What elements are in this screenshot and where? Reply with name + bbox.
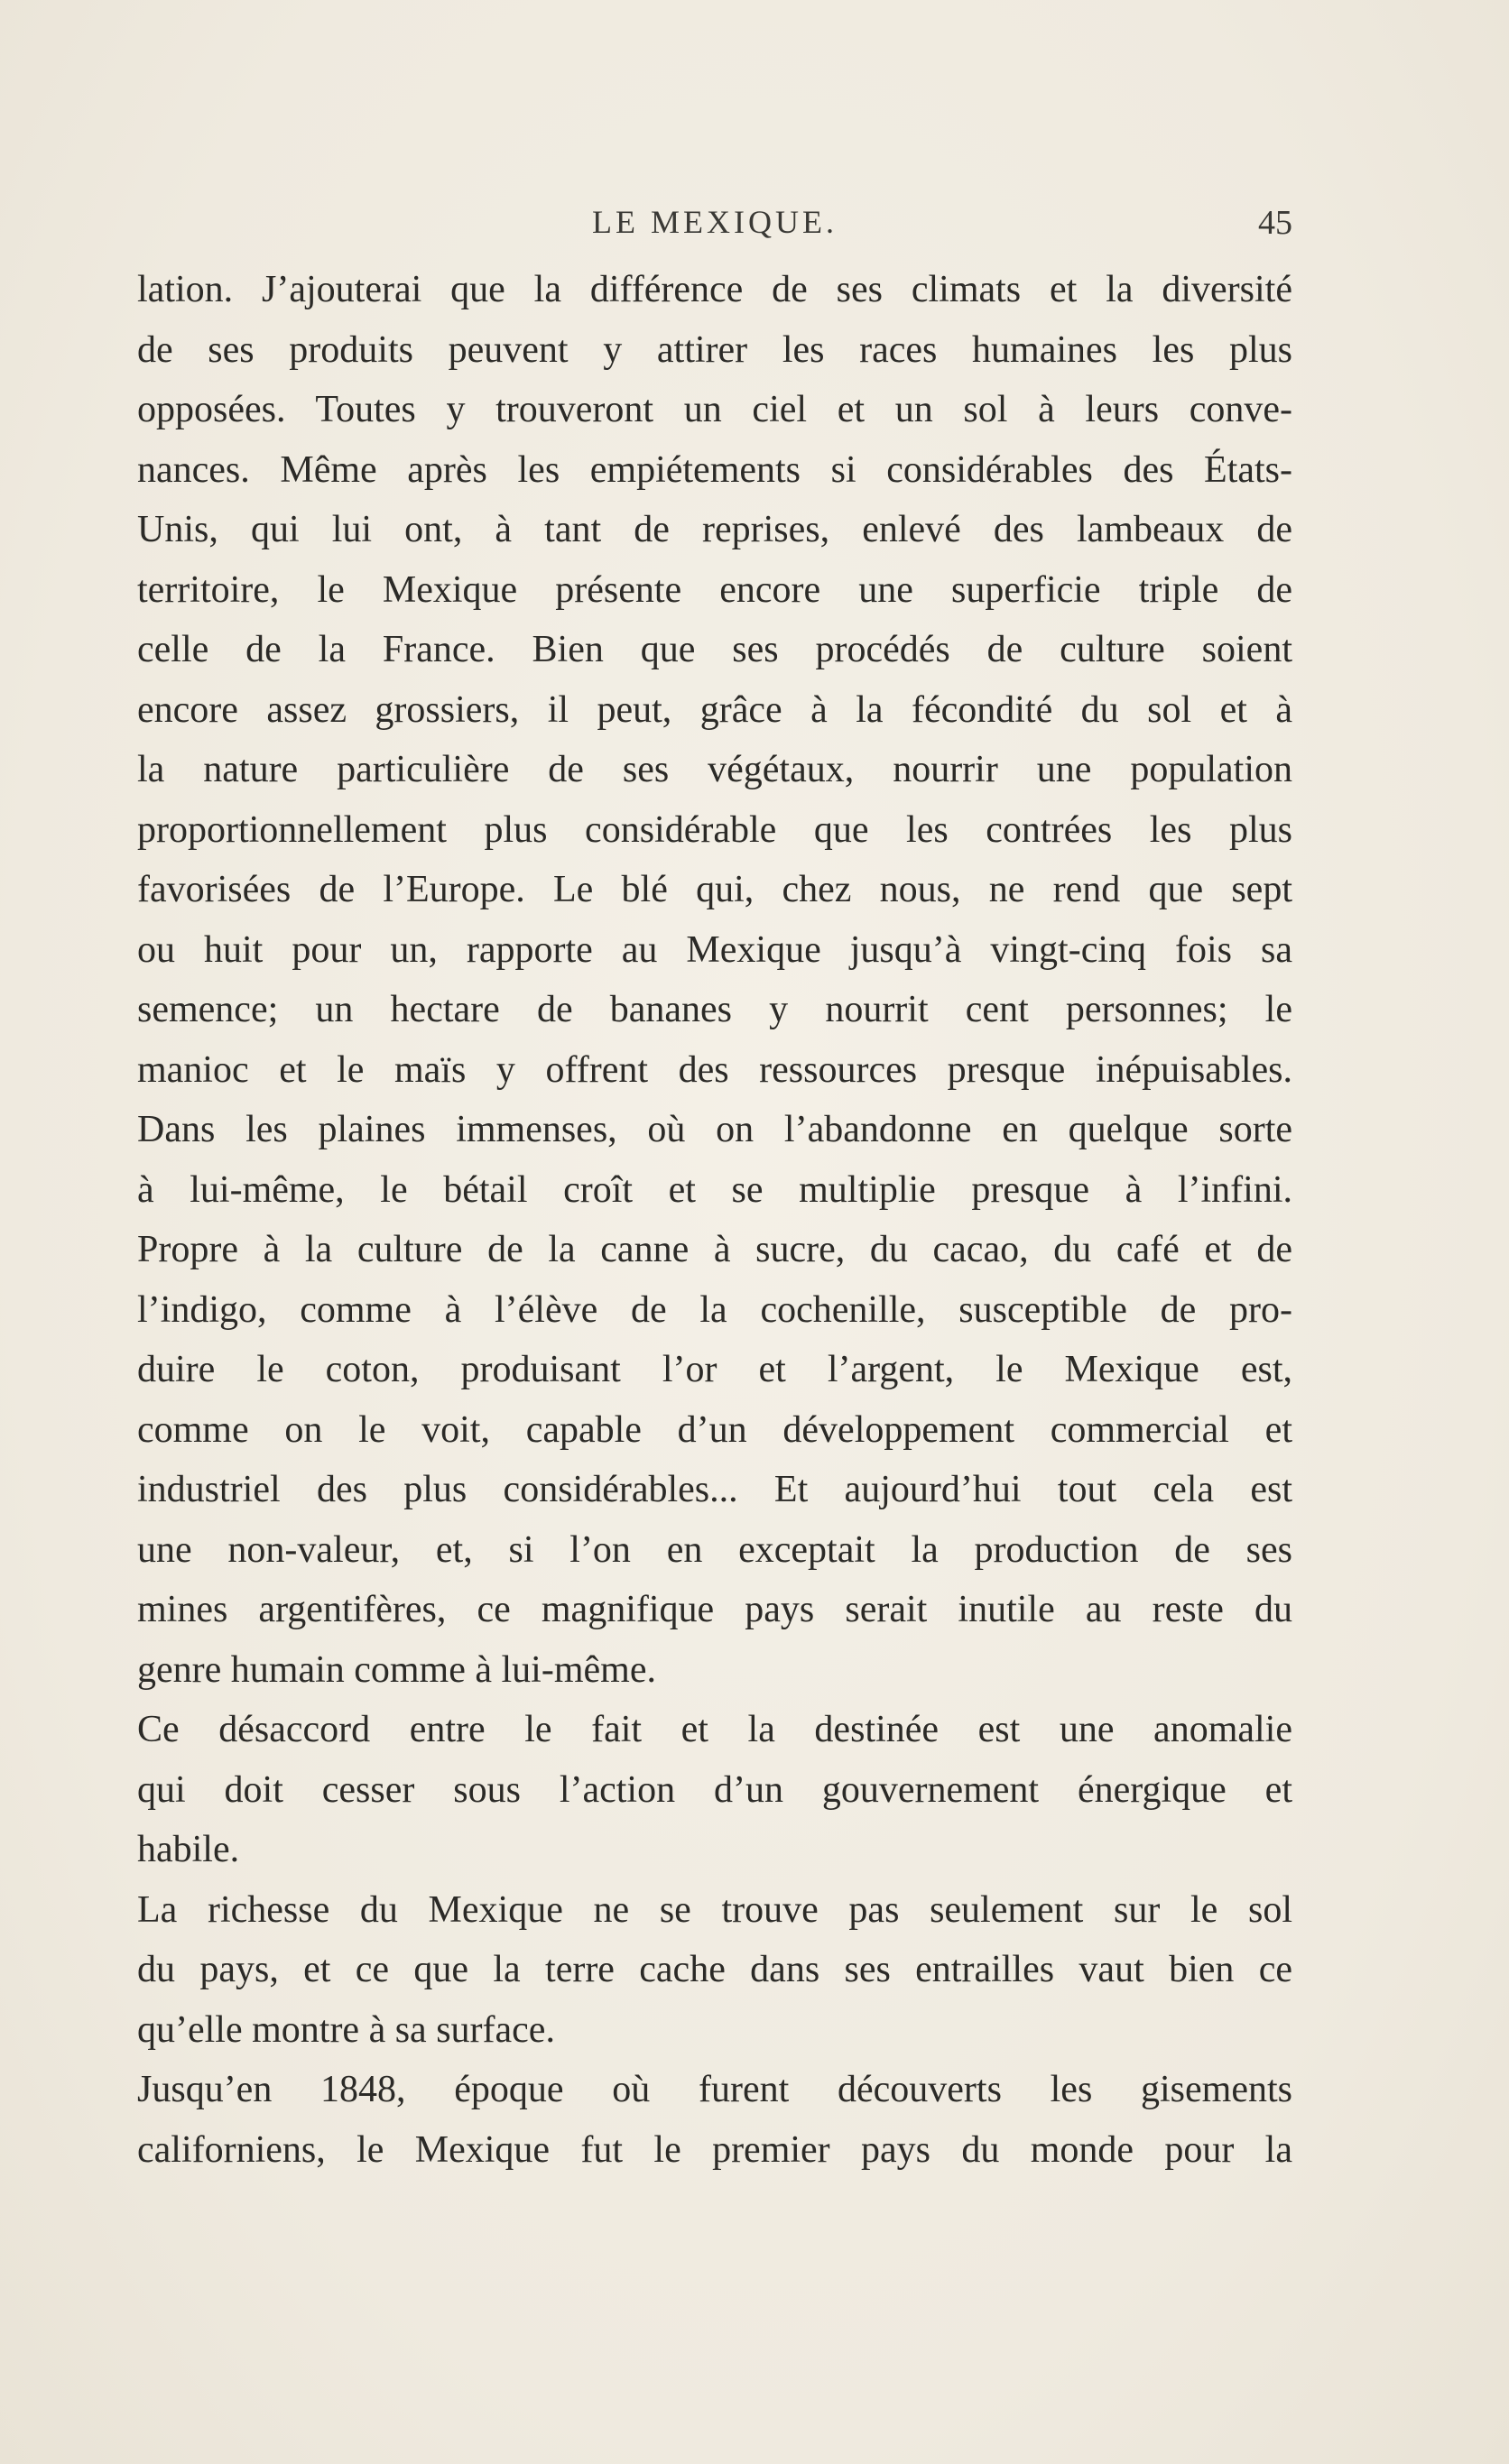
text-line: genre humain comme à lui-même.	[137, 1648, 656, 1691]
text-line: favorisées de l’Europe. Le blé qui, chez nous, ne rend que sept	[137, 869, 1292, 910]
text-line: californiens, le Mexique fut le premier pays du monde pour la	[137, 2128, 1292, 2171]
text-line: proportionnellement plus considérable que les contrées les plus	[137, 808, 1292, 851]
text-line: semence; un hectare de bananes y nourrit cent personnes; le	[137, 989, 1292, 1030]
text-line: du pays, et ce que la terre cache dans ses entrailles vaut bien ce	[137, 1949, 1292, 1990]
text-line: nances. Même après les empiétements si considérables des États-	[137, 448, 1292, 491]
text-line: une non-valeur, et, si l’on en exceptait la production de ses	[137, 1528, 1292, 1571]
text-line: habile.	[137, 1829, 240, 1870]
running-title: LE MEXIQUE.	[592, 204, 838, 240]
text-line: l’indigo, comme à l’élève de la cochenille, susceptible de pro-	[137, 1288, 1292, 1331]
page-header	[137, 203, 1292, 257]
text-line: encore assez grossiers, il peut, grâce à la fécondité du sol et à	[137, 688, 1292, 731]
text-line: territoire, le Mexique présente encore une superficie triple de	[137, 568, 1292, 611]
text-line: Ce désaccord entre le fait et la destinée est une anomalie	[137, 1709, 1292, 1750]
text-line: Jusqu’en 1848, époque où furent découverts les gisements	[137, 2069, 1292, 2110]
text-line: industriel des plus considérables... Et aujourd’hui tout cela est	[137, 1469, 1292, 1510]
text-line: ou huit pour un, rapporte au Mexique jusqu’à vingt-cinq fois sa	[137, 928, 1292, 971]
text-line: qu’elle montre à sa surface.	[137, 2008, 555, 2051]
text-line: mines argentifères, ce magnifique pays serait inutile au reste du	[137, 1589, 1292, 1630]
text-line: manioc et le maïs y offrent des ressources presque inépuisables.	[137, 1048, 1292, 1091]
text-line: Propre à la culture de la canne à sucre, du cacao, du café et de	[137, 1229, 1292, 1270]
text-line: La richesse du Mexique ne se trouve pas seulement sur le sol	[137, 1888, 1292, 1931]
body-text	[137, 260, 1292, 2180]
text-line: de ses produits peuvent y attirer les races humaines les plus	[137, 328, 1292, 371]
text-line: opposées. Toutes y trouveront un ciel et un sol à leurs conve-	[137, 389, 1292, 430]
text-line: Dans les plaines immenses, où on l’abandonne en quelque sorte	[137, 1109, 1292, 1150]
text-line: la nature particulière de ses végétaux, nourrir une population	[137, 749, 1292, 790]
text-line: lation. J’ajouterai que la différence de ses climats et la diversité	[137, 269, 1292, 310]
text-line: duire le coton, produisant l’or et l’argent, le Mexique est,	[137, 1349, 1292, 1390]
page-number: 45	[1258, 204, 1292, 242]
text-line: à lui-même, le bétail croît et se multiplie presque à l’infini.	[137, 1168, 1292, 1211]
text-line: celle de la France. Bien que ses procédés de culture soient	[137, 629, 1292, 670]
text-line: comme on le voit, capable d’un développement commercial et	[137, 1408, 1292, 1451]
text-line: Unis, qui lui ont, à tant de reprises, enlevé des lambeaux de	[137, 509, 1292, 550]
text-line: qui doit cesser sous l’action d’un gouvernement énergique et	[137, 1768, 1292, 1811]
